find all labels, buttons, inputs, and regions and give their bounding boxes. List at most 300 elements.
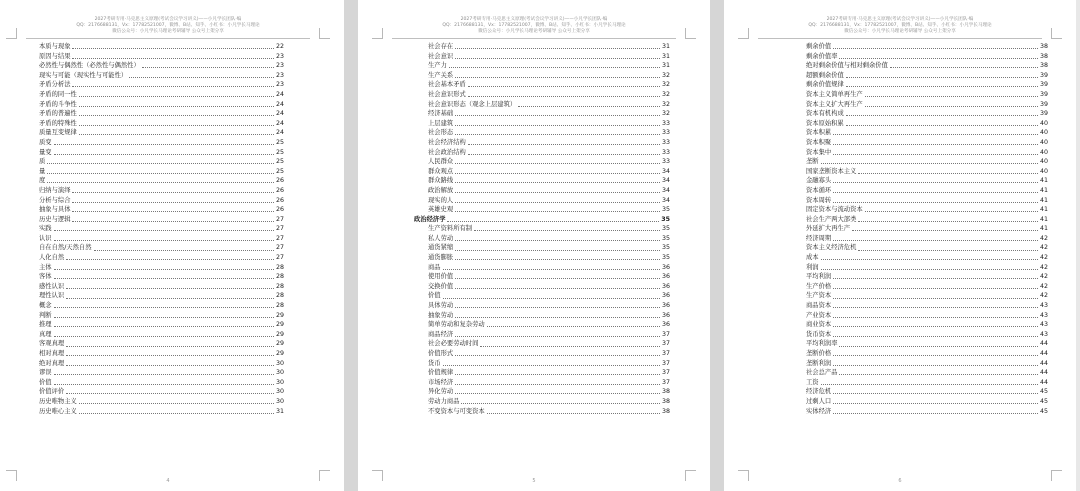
- toc-entry-label: 英雄史观: [428, 206, 454, 214]
- toc-entry-label: 价值: [39, 378, 52, 386]
- toc-entry[interactable]: [39, 205, 284, 215]
- toc-entry[interactable]: [414, 215, 670, 225]
- toc-dot-leader: [54, 317, 274, 318]
- toc-entry-page-number: 33: [661, 129, 670, 137]
- toc-entry-page-number: 35: [661, 234, 670, 242]
- toc-entry-label: 商品: [428, 263, 441, 271]
- toc-entry[interactable]: [428, 196, 670, 206]
- toc-entry-page-number: 44: [1039, 378, 1048, 386]
- toc-entry-page-number: 28: [275, 263, 284, 271]
- crop-mark-top-right: [685, 28, 696, 39]
- toc-entry[interactable]: [806, 339, 1048, 349]
- page-header: [0, 17, 344, 36]
- toc-entry[interactable]: [806, 253, 1048, 263]
- header-line-1: 2027考研专用·马克思主义原理(考试会议学习讲义)——小凡学长团队·编: [826, 17, 974, 22]
- toc-dot-leader: [833, 192, 1038, 193]
- toc-entry-page-number: 22: [275, 43, 284, 50]
- toc-entry[interactable]: [806, 71, 1048, 81]
- toc-entry[interactable]: [428, 263, 670, 273]
- toc-entry[interactable]: [428, 253, 670, 263]
- toc-entry-label: 产业资本: [806, 311, 832, 319]
- toc-entry-label: 推理: [39, 321, 52, 329]
- toc-entry[interactable]: [428, 100, 670, 110]
- crop-mark-top-left: [738, 28, 749, 39]
- header-line-2: QQ：2176688131，Vx：17782521007，微博、B站、知乎、小红书：小凡学长马理论: [442, 23, 626, 29]
- toc-entry[interactable]: [39, 397, 284, 407]
- toc-entry-page-number: 23: [275, 52, 284, 60]
- toc-entry[interactable]: [39, 224, 284, 234]
- toc-entry-label: 异化劳动: [428, 388, 454, 396]
- toc-entry[interactable]: [806, 397, 1048, 407]
- toc-entry-page-number: 43: [1039, 321, 1048, 329]
- toc-dot-leader: [455, 259, 660, 260]
- toc-entry[interactable]: [806, 205, 1048, 215]
- toc-entry-label: 社会基本矛盾: [428, 81, 466, 89]
- toc-entry[interactable]: [39, 119, 284, 129]
- toc-entry[interactable]: [428, 397, 670, 407]
- toc-entry[interactable]: [806, 272, 1048, 282]
- toc-entry[interactable]: [39, 349, 284, 359]
- toc-entry[interactable]: [806, 234, 1048, 244]
- toc-dot-leader: [858, 173, 1038, 174]
- toc-entry[interactable]: [428, 167, 670, 177]
- toc-entry[interactable]: [428, 291, 670, 301]
- toc-entry-label: 资本主义经济危机: [806, 244, 857, 252]
- toc-entry-page-number: 37: [661, 359, 670, 367]
- toc-dot-leader: [79, 125, 274, 126]
- toc-dot-leader: [833, 288, 1038, 289]
- toc-entry-page-number: 27: [275, 244, 284, 252]
- toc-entry-label: 认识: [39, 234, 52, 242]
- toc-entry[interactable]: [39, 52, 284, 62]
- toc-entry-label: 社会生产两大部类: [806, 215, 857, 223]
- toc-entry-label: 平均利润率: [806, 340, 838, 348]
- toc-entry-label: 群众观点: [428, 167, 454, 175]
- toc-dot-leader: [54, 278, 274, 279]
- toc-entry-label: 判断: [39, 311, 52, 319]
- toc-dot-leader: [487, 413, 660, 414]
- toc-entry-page-number: 24: [275, 100, 284, 108]
- toc-dot-leader: [455, 115, 660, 116]
- toc-entry-page-number: 29: [275, 321, 284, 329]
- toc-entry-page-number: 41: [1039, 215, 1048, 223]
- toc-entry[interactable]: [428, 243, 670, 253]
- toc-entry[interactable]: [806, 263, 1048, 273]
- toc-entry[interactable]: [428, 282, 670, 292]
- toc-entry-page-number: 45: [1039, 397, 1048, 405]
- toc-dot-leader: [821, 163, 1038, 164]
- toc-entry[interactable]: [806, 109, 1048, 119]
- toc-entry-page-number: 45: [1039, 388, 1048, 396]
- toc-entry-page-number: 32: [661, 71, 670, 79]
- toc-entry[interactable]: [806, 61, 1048, 71]
- toc-entry[interactable]: [39, 109, 284, 119]
- toc-entry-label: 必然性与偶然性（必然性与偶然性）: [39, 62, 140, 70]
- toc-entry[interactable]: [806, 186, 1048, 196]
- toc-entry[interactable]: [806, 128, 1048, 138]
- toc-dot-leader: [79, 403, 274, 404]
- toc-entry-page-number: 42: [1039, 273, 1048, 281]
- toc-entry[interactable]: [806, 138, 1048, 148]
- toc-entry[interactable]: [806, 80, 1048, 90]
- page-gap-right: [710, 0, 724, 491]
- toc-dot-leader: [79, 106, 274, 107]
- toc-dot-leader: [846, 86, 1038, 87]
- toc-entry[interactable]: [428, 387, 670, 397]
- toc-entry[interactable]: [428, 109, 670, 119]
- toc-entry-page-number: 34: [661, 177, 670, 185]
- toc-entry[interactable]: [428, 378, 670, 388]
- toc-entry[interactable]: [806, 148, 1048, 158]
- toc-entry-label: 价值规律: [428, 369, 454, 377]
- toc-entry-page-number: 40: [1039, 119, 1048, 127]
- header-line-1: 2027考研专用·马克思主义原理(考试会议学习讲义)——小凡学长团队·编: [94, 17, 242, 22]
- toc-entry[interactable]: [39, 339, 284, 349]
- toc-dot-leader: [79, 96, 274, 97]
- toc-entry[interactable]: [806, 301, 1048, 311]
- toc-entry-page-number: 36: [661, 282, 670, 290]
- toc-entry-page-number: 32: [661, 110, 670, 118]
- toc-entry[interactable]: [39, 80, 284, 90]
- toc-entry[interactable]: [428, 186, 670, 196]
- toc-entry-page-number: 42: [1039, 292, 1048, 300]
- toc-dot-leader: [480, 346, 660, 347]
- toc-entry[interactable]: [806, 196, 1048, 206]
- toc-dot-leader: [890, 67, 1038, 68]
- toc-entry[interactable]: [39, 157, 284, 167]
- header-line-3: 微信公众号：小凡学长马理论考研辅导 公众号上架分享: [112, 29, 224, 35]
- toc-entry-page-number: 37: [661, 369, 670, 377]
- toc-entry-label: 价值: [428, 292, 441, 300]
- toc-entry[interactable]: [806, 119, 1048, 129]
- toc-dot-leader: [54, 307, 274, 308]
- toc-entry-label: 社会意识形式: [428, 90, 466, 98]
- toc-entry-page-number: 33: [661, 119, 670, 127]
- toc-entry[interactable]: [39, 272, 284, 282]
- toc-dot-leader: [455, 58, 660, 59]
- toc-entry-page-number: 30: [275, 369, 284, 377]
- toc-dot-leader: [443, 269, 660, 270]
- toc-entry[interactable]: [806, 167, 1048, 177]
- toc-dot-leader: [54, 240, 274, 241]
- toc-entry-label: 上层建筑: [428, 119, 454, 127]
- toc-entry-label: 通货紧缩: [428, 244, 454, 252]
- toc-entry-page-number: 28: [275, 292, 284, 300]
- toc-entry[interactable]: [806, 330, 1048, 340]
- toc-entry-label: 绝对剩余价值与相对剩余价值: [806, 62, 888, 70]
- toc-entry-label: 群众路线: [428, 177, 454, 185]
- toc-entry-label: 实践: [39, 225, 52, 233]
- toc-entry-page-number: 26: [275, 186, 284, 194]
- toc-entry[interactable]: [39, 263, 284, 273]
- toc-dot-leader: [833, 365, 1038, 366]
- toc-entry[interactable]: [39, 148, 284, 158]
- toc-entry[interactable]: [428, 80, 670, 90]
- toc-entry-page-number: 26: [275, 177, 284, 185]
- toc-entry[interactable]: [39, 359, 284, 369]
- toc-entry-page-number: 33: [661, 138, 670, 146]
- toc-entry[interactable]: [428, 339, 670, 349]
- toc-dot-leader: [474, 230, 660, 231]
- toc-entry[interactable]: [806, 157, 1048, 167]
- toc-entry[interactable]: [428, 128, 670, 138]
- toc-entry-page-number: 40: [1039, 129, 1048, 137]
- toc-entry-label: 经济基础: [428, 110, 454, 118]
- toc-entry[interactable]: [428, 90, 670, 100]
- toc-entry[interactable]: [39, 291, 284, 301]
- header-rule: [26, 38, 310, 39]
- toc-entry[interactable]: [39, 234, 284, 244]
- toc-dot-leader: [455, 240, 660, 241]
- toc-entry-label: 剩余价值: [806, 43, 832, 50]
- toc-entry[interactable]: [806, 224, 1048, 234]
- toc-entry[interactable]: [806, 407, 1048, 417]
- toc-entry-page-number: 36: [661, 302, 670, 310]
- toc-dot-leader: [821, 384, 1038, 385]
- toc-entry-page-number: 27: [275, 215, 284, 223]
- toc-entry[interactable]: [806, 42, 1048, 52]
- toc-entry-label: 垄断价格: [806, 350, 832, 357]
- toc-entry[interactable]: [806, 349, 1048, 359]
- toc-entry[interactable]: [428, 157, 670, 167]
- toc-entry-label: 政治解放: [428, 186, 454, 194]
- toc-entry-label: 抽象劳动: [428, 311, 454, 319]
- toc-entry[interactable]: [806, 215, 1048, 225]
- toc-entry-page-number: 29: [275, 311, 284, 319]
- toc-entry[interactable]: [428, 407, 670, 417]
- toc-dot-leader: [839, 346, 1038, 347]
- toc-dot-leader: [47, 163, 274, 164]
- toc-entry-label: 利润: [806, 263, 819, 271]
- toc-entry-label: 历史与逻辑: [39, 215, 71, 223]
- toc-entry[interactable]: [39, 128, 284, 138]
- toc-entry-label: 现实与可能（现实性与可能性）: [39, 71, 128, 79]
- toc-entry[interactable]: [428, 349, 670, 359]
- toc-entry[interactable]: [39, 186, 284, 196]
- toc-entry[interactable]: [806, 378, 1048, 388]
- toc-entry[interactable]: [39, 138, 284, 148]
- toc-entry[interactable]: [428, 272, 670, 282]
- toc-entry[interactable]: [39, 311, 284, 321]
- toc-entry[interactable]: [39, 167, 284, 177]
- toc-list: [414, 42, 670, 416]
- toc-entry-label: 固定资本与流动资本: [806, 206, 863, 214]
- toc-entry[interactable]: [39, 253, 284, 263]
- toc-dot-leader: [47, 182, 274, 183]
- toc-entry-page-number: 42: [1039, 263, 1048, 271]
- toc-dot-leader: [443, 298, 660, 299]
- toc-entry[interactable]: [39, 378, 284, 388]
- toc-dot-leader: [66, 298, 274, 299]
- toc-entry[interactable]: [428, 205, 670, 215]
- toc-entry[interactable]: [39, 176, 284, 186]
- toc-entry-label: 不变资本与可变资本: [428, 407, 485, 415]
- toc-entry-label: 剩余价值规律: [806, 81, 844, 89]
- toc-entry[interactable]: [806, 368, 1048, 378]
- toc-entry-label: 量: [39, 167, 46, 175]
- toc-entry[interactable]: [39, 320, 284, 330]
- toc-entry[interactable]: [39, 243, 284, 253]
- toc-entry[interactable]: [39, 387, 284, 397]
- toc-entry[interactable]: [428, 119, 670, 129]
- toc-entry-page-number: 26: [275, 206, 284, 214]
- toc-entry[interactable]: [428, 52, 670, 62]
- toc-dot-leader: [852, 230, 1038, 231]
- toc-entry-label: 矛盾的斗争性: [39, 100, 77, 108]
- document-page-1: [0, 0, 344, 491]
- toc-entry-page-number: 37: [661, 340, 670, 348]
- toc-entry-label: 抽象与具体: [39, 206, 71, 214]
- toc-entry-page-number: 29: [275, 330, 284, 338]
- toc-entry[interactable]: [39, 368, 284, 378]
- toc-entry[interactable]: [428, 368, 670, 378]
- toc-entry-label: 劳动力商品: [428, 397, 460, 405]
- toc-entry[interactable]: [39, 196, 284, 206]
- toc-entry[interactable]: [428, 71, 670, 81]
- toc-entry-label: 生产力: [428, 62, 447, 70]
- toc-entry-label: 通货膨胀: [428, 254, 454, 262]
- toc-entry-label: 商品经济: [428, 330, 454, 338]
- toc-entry-page-number: 35: [661, 225, 670, 233]
- toc-entry[interactable]: [806, 387, 1048, 397]
- toc-dot-leader: [66, 355, 274, 356]
- toc-entry-page-number: 39: [1039, 110, 1048, 118]
- toc-entry-label: 资本集中: [806, 148, 832, 156]
- toc-entry[interactable]: [428, 359, 670, 369]
- header-line-2: QQ：2176688131，Vx：17782521007，微博、B站、知乎、小红书：小凡学长马理论: [76, 23, 260, 29]
- toc-entry[interactable]: [428, 224, 670, 234]
- toc-entry-label: 资本周转: [806, 196, 832, 204]
- toc-dot-leader: [833, 240, 1038, 241]
- toc-entry-label: 社会存在: [428, 43, 454, 50]
- toc-entry[interactable]: [39, 407, 284, 417]
- toc-entry-page-number: 27: [275, 225, 284, 233]
- toc-entry[interactable]: [806, 176, 1048, 186]
- toc-entry-page-number: 30: [275, 359, 284, 367]
- header-line-3: 微信公众号：小凡学长马理论考研辅导 公众号上架分享: [844, 29, 956, 35]
- toc-entry-label: 自在自然/天然自然: [39, 244, 92, 252]
- toc-entry[interactable]: [428, 311, 670, 321]
- toc-entry[interactable]: [39, 100, 284, 110]
- toc-dot-leader: [833, 154, 1038, 155]
- toc-dot-leader: [865, 211, 1038, 212]
- toc-entry[interactable]: [428, 42, 670, 52]
- toc-entry[interactable]: [39, 330, 284, 340]
- toc-entry-page-number: 25: [275, 167, 284, 175]
- toc-entry-page-number: 42: [1039, 244, 1048, 252]
- toc-entry-label: 客体: [39, 273, 52, 281]
- toc-entry-label: 人化自然: [39, 254, 65, 262]
- toc-entry-page-number: 42: [1039, 282, 1048, 290]
- toc-entry-page-number: 41: [1039, 225, 1048, 233]
- toc-entry-page-number: 37: [661, 378, 670, 386]
- toc-entry[interactable]: [428, 138, 670, 148]
- toc-dot-leader: [468, 154, 660, 155]
- toc-entry-label: 简单劳动和复杂劳动: [428, 321, 485, 329]
- toc-dot-leader: [833, 182, 1038, 183]
- toc-dot-leader: [833, 307, 1038, 308]
- toc-entry[interactable]: [428, 61, 670, 71]
- toc-entry-page-number: 29: [275, 350, 284, 357]
- toc-entry-page-number: 32: [661, 90, 670, 98]
- toc-entry[interactable]: [39, 301, 284, 311]
- toc-entry-label: 矛盾的同一性: [39, 90, 77, 98]
- toc-dot-leader: [455, 173, 660, 174]
- toc-dot-leader: [72, 86, 274, 87]
- toc-entry[interactable]: [428, 176, 670, 186]
- toc-dot-leader: [72, 48, 274, 49]
- toc-entry-label: 矛盾的特殊性: [39, 119, 77, 127]
- toc-entry[interactable]: [39, 282, 284, 292]
- toc-entry[interactable]: [806, 100, 1048, 110]
- toc-entry-page-number: 38: [661, 397, 670, 405]
- toc-entry-label: 质量互变规律: [39, 129, 77, 137]
- toc-entry-page-number: 39: [1039, 90, 1048, 98]
- toc-entry-label: 成本: [806, 254, 819, 262]
- toc-entry[interactable]: [39, 61, 284, 71]
- toc-dot-leader: [443, 365, 660, 366]
- toc-entry[interactable]: [428, 330, 670, 340]
- toc-entry-page-number: 28: [275, 302, 284, 310]
- toc-entry[interactable]: [428, 148, 670, 158]
- toc-dot-leader: [455, 202, 660, 203]
- toc-entry-page-number: 31: [275, 407, 284, 415]
- toc-entry-label: 垄断: [806, 158, 819, 166]
- toc-entry[interactable]: [806, 52, 1048, 62]
- toc-dot-leader: [72, 202, 274, 203]
- toc-entry-label: 矛盾分析法: [39, 81, 71, 89]
- toc-entry-page-number: 36: [661, 311, 670, 319]
- toc-entry[interactable]: [806, 282, 1048, 292]
- toc-entry-label: 工资: [806, 378, 819, 386]
- toc-dot-leader: [833, 317, 1038, 318]
- toc-entry[interactable]: [806, 90, 1048, 100]
- toc-entry-page-number: 38: [1039, 52, 1048, 60]
- toc-entry-page-number: 33: [661, 148, 670, 156]
- toc-entry-label: 概念: [39, 302, 52, 310]
- toc-dot-leader: [821, 269, 1038, 270]
- toc-entry-label: 社会意识形态（观念上层建筑）: [428, 100, 517, 108]
- toc-entry[interactable]: [806, 320, 1048, 330]
- toc-entry-label: 超额剩余价值: [806, 71, 844, 79]
- toc-dot-leader: [455, 48, 660, 49]
- toc-entry-page-number: 35: [661, 215, 670, 223]
- toc-entry[interactable]: [428, 234, 670, 244]
- toc-dot-leader: [833, 326, 1038, 327]
- toc-entry[interactable]: [806, 359, 1048, 369]
- toc-entry-label: 价值评价: [39, 388, 65, 396]
- toc-entry[interactable]: [428, 320, 670, 330]
- toc-entry-page-number: 35: [661, 244, 670, 252]
- toc-dot-leader: [447, 221, 659, 222]
- toc-entry-page-number: 40: [1039, 167, 1048, 175]
- toc-entry[interactable]: [39, 215, 284, 225]
- toc-entry-label: 社会必要劳动时间: [428, 340, 479, 348]
- toc-entry[interactable]: [806, 291, 1048, 301]
- toc-entry[interactable]: [39, 71, 284, 81]
- toc-entry[interactable]: [806, 243, 1048, 253]
- toc-entry-label: 资本原始积累: [806, 119, 844, 127]
- toc-entry-page-number: 44: [1039, 340, 1048, 348]
- toc-entry-label: 外延扩大再生产: [806, 225, 851, 233]
- toc-entry-label: 质变: [39, 138, 52, 146]
- toc-entry-page-number: 24: [275, 90, 284, 98]
- toc-entry[interactable]: [39, 42, 284, 52]
- toc-entry-label: 生产关系: [428, 71, 454, 79]
- toc-entry[interactable]: [806, 311, 1048, 321]
- toc-entry[interactable]: [39, 90, 284, 100]
- toc-entry[interactable]: [428, 301, 670, 311]
